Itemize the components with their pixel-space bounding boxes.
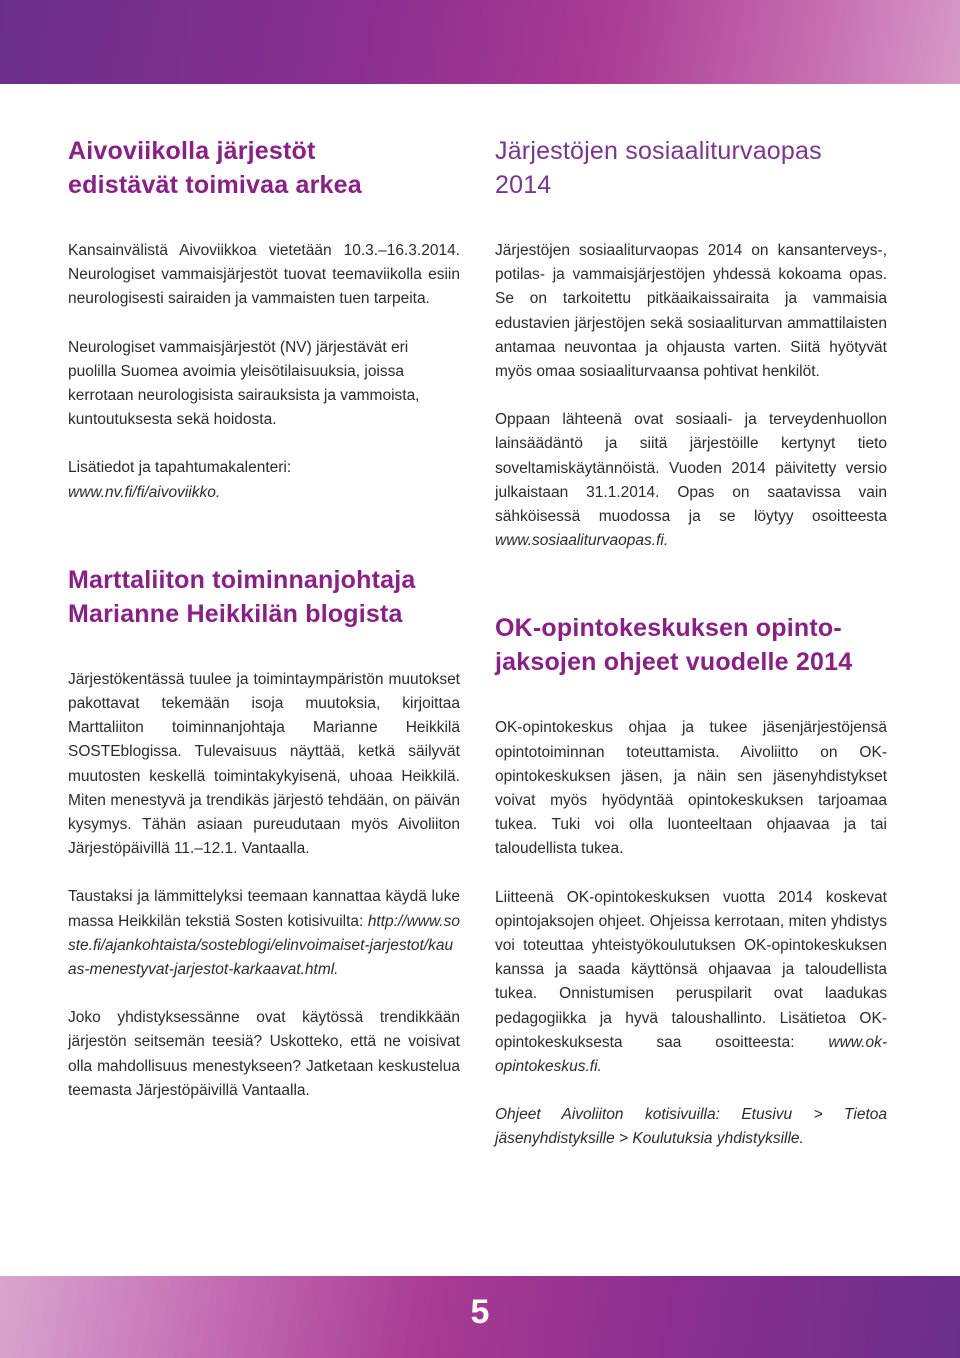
aivoviikko-heading: Aivoviikolla järjestöt edistävät toimivaa arkea [68, 137, 362, 199]
page-number: 5 [470, 1293, 490, 1331]
ok-paragraph-1: OK-opintokeskus ohjaa ja tukee jäsenjärjestöjensä opintotoiminnan toteuttamista. Aivoliitto on OK-opintokeskuksen jäsen, ja näin sen jäsenyhdistykset voivat myös hyödyntää opintokeskuksen tarjoamaa tukea. Tuki voi olla luonteeltaan ohjaavaa ja tai taloudellista tukea. [495, 719, 887, 858]
top-banner [0, 0, 960, 84]
blog-paragraph-3: Joko yhdistyksessänne ovat käytössä trendikkään järjestön seitsemän teesiä? Uskotteko, että ne voisivat olla mahdollisuus menestykseen? Jatketaan keskustelua teemasta Järjestöpäivillä Vantaalla. [68, 1009, 460, 1099]
blog-paragraph-1: Järjestökentässä tuulee ja toimintaympäristön muutokset pakottavat tekemään isoja muutoksia, kirjoittaa Marttaliiton toiminnanjohtaja Marianne Heikkilä SOSTEblogissa. Tulevaisuus näyttää, ketkä säilyvät muutosten keskellä toimintakykyisenä, uhoaa Heikkilä. Miten menestyvä ja trendikäs järjestö tehdään, on päivän kysymys. Tähän asiaan pureudutaan myös Aivoliiton Järjestöpäivillä 11.–12.1. Vantaalla. [68, 670, 460, 858]
ok-opintokeskus-link[interactable]: www.ok-opintokeskus.fi. [495, 1033, 887, 1076]
aivoviikko-paragraph-1: Kansainvälistä Aivoviikkoa vietetään 10.3.–16.3.2014. Neurologiset vammaisjärjestöt tuovat teemaviikolla esiin neurologisesti sairaiden ja vammaisten tuen tarpeita. [68, 242, 460, 308]
info-label: Lisätiedot ja tapahtumakalenteri: [68, 459, 292, 477]
opas-paragraph-2: Oppaan lähteenä ovat sosiaali- ja terveydenhuollon lainsäädäntö ja siitä järjestöille kertynyt tieto soveltamiskäytännöistä. Vuoden 2014 päivitetty versio julkaistaan 31.1.2014. Opas on saatavissa vain sähköisessä muodossa ja se löytyy osoitteesta www.sosiaaliturvaopas.fi. [495, 411, 887, 550]
aivoviikko-paragraph-2: Neurologiset vammaisjärjestöt (NV) järjestävät eri puolilla Suomea avoimia yleisötilaisuuksia, joissa kerrotaan neurologisista sairauksista ja vammoista, kuntoutuksesta sekä hoidosta. [68, 338, 420, 429]
sosiaaliturvaopas-heading: Järjestöjen sosiaaliturvaopas 2014 [495, 137, 822, 199]
blog-paragraph-2: Taustaksi ja lämmittelyksi teemaan kannattaa käydä lukemassa Heikkilän tekstiä Sosten kotisivuilta: http://www.soste.fi/ajankohtaista/sosteblogi/elinvoimaiset-jarjestot/kauas-menestyvat-jarjestot-karkaavat.html. [68, 888, 460, 979]
aivoviikko-link[interactable]: www.nv.fi/fi/aivoviikko. [68, 483, 221, 501]
marttaliitto-heading: Marttaliiton toiminnanjohtaja Marianne Heikkilän blogista [68, 565, 416, 628]
left-column [68, 134, 460, 1103]
aivoviikko-info [68, 456, 460, 504]
soste-blog-link[interactable]: http://www.soste.fi/ajankohtaista/sosteblogi/elinvoimaiset-jarjestot/kauas-menestyvat-jarjestot-karkaavat.html. [68, 912, 460, 979]
ok-paragraph-2: Liitteenä OK-opintokeskuksen vuotta 2014 koskevat opintojaksojen ohjeet. Ohjeissa kerrotaan, miten yhdistys voi toteuttaa yhteistyökoulutuksen OK-opintokeskuksen kanssa ja saada käyttönsä ohjaavaa ja taloudellista tukea. Onnistumisen peruspilarit ovat laadukas pedagogiikka ja hyvä taloushallinto. Lisätietoa OK-opintokeskuksesta saa osoitteesta: www.ok-opintokeskus.fi. [495, 888, 887, 1076]
ok-paragraph-3: Ohjeet Aivoliiton kotisivuilla: Etusivu > Tietoa jäsenyhdistyksille > Koulutuksia yhdistyksille. [495, 1106, 887, 1148]
opas-paragraph-1: Järjestöjen sosiaaliturvaopas 2014 on kansanterveys-, potilas- ja vammaisjärjestöjen yhdessä kokoama opas. Se on tarkoitettu pitkäaikaissairaita ja vammaisia edustavien järjestöjen sekä sosiaaliturvan ammattilaisten antamaa neuvontaa ja ohjausta varten. Siitä hyötyvät myös omaa sosiaaliturvaansa pohtivat henkilöt. [495, 242, 887, 381]
right-column [495, 134, 887, 1152]
ok-opintokeskus-heading: OK-opintokeskuksen opinto- jaksojen ohjeet vuodelle 2014 [495, 614, 853, 677]
sosiaaliturvaopas-link[interactable]: www.sosiaaliturvaopas.fi. [495, 532, 669, 550]
